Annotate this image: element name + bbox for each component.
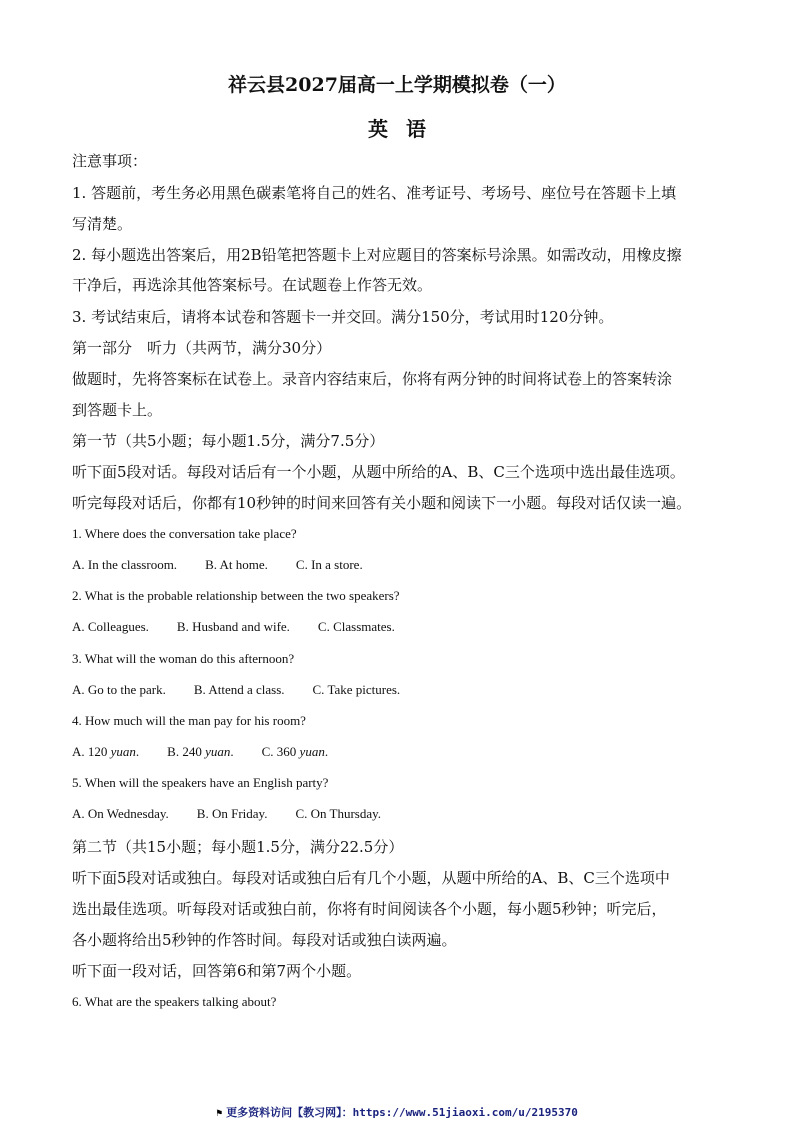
option-b: B. 240 yuan. xyxy=(167,744,234,759)
option-b: B. Husband and wife. xyxy=(176,619,290,634)
section1-heading: 第一节（共5小题；每小题1.5分，满分7.5分） xyxy=(72,432,385,450)
question-3-options xyxy=(72,682,428,698)
subject-title: 英语 xyxy=(368,117,444,141)
question-4: 4. How much will the man pay for his room? xyxy=(72,713,306,728)
notice-item-3: 3. 考试结束后，请将本试卷和答题卡一并交回。满分150分，考试用时120分钟。 xyxy=(72,308,614,326)
exam-title: 祥云县2027届高一上学期模拟卷（一） xyxy=(228,74,566,96)
option-a: A. Go to the park. xyxy=(72,682,166,697)
option-a: A. In the classroom. xyxy=(72,557,178,572)
part1-instr-line-2: 到答题卡上。 xyxy=(72,401,163,419)
question-5-options xyxy=(72,806,409,822)
option-c: C. Classmates. xyxy=(317,619,395,634)
footer-link[interactable] xyxy=(0,1104,794,1120)
dialogue-instruction: 听下面一段对话，回答第6和第7两个小题。 xyxy=(72,962,362,980)
part1-instr-line-1: 做题时，先将答案标在试卷上。录音内容结束后，你将有两分钟的时间将试卷上的答案转涂 xyxy=(72,370,673,388)
section2-instr-line-1: 听下面5段对话或独白。每段对话或独白后有几个小题，从题中所给的A、B、C三个选项中 xyxy=(72,869,670,887)
option-a: A. On Wednesday. xyxy=(72,806,169,821)
notice-item-1-line-1: 1. 答题前，考生务必用黑色碳素笔将自己的姓名、准考证号、考场号、座位号在答题卡上填 xyxy=(72,184,677,202)
section2-instr-line-3: 各小题将给出5秒钟的作答时间。每段对话或独白读两遍。 xyxy=(72,931,457,949)
question-6: 6. What are the speakers talking about? xyxy=(72,994,277,1009)
part1-heading: 第一部分 听力（共两节，满分30分） xyxy=(72,339,332,357)
notice-item-2-line-2: 干净后，再选涂其他答案标号。在试题卷上作答无效。 xyxy=(72,276,433,294)
footer-text: 更多资料访问【教习网】：https://www.51jiaoxi.com/u/2195370 xyxy=(226,1106,578,1119)
notice-item-2-line-1: 2. 每小题选出答案后，用2B铅笔把答题卡上对应题目的答案标号涂黑。如需改动，用橡皮擦 xyxy=(72,246,682,264)
option-b: B. On Friday. xyxy=(196,806,268,821)
option-a: A. 120 yuan. xyxy=(72,744,140,759)
question-5: 5. When will the speakers have an English party? xyxy=(72,775,329,790)
option-c: C. In a store. xyxy=(295,557,363,572)
option-b: B. At home. xyxy=(205,557,268,572)
option-c: C. On Thursday. xyxy=(295,806,382,821)
question-3: 3. What will the woman do this afternoon? xyxy=(72,651,295,666)
question-1: 1. Where does the conversation take place? xyxy=(72,526,297,541)
notice-item-1-line-2: 写清楚。 xyxy=(72,215,133,233)
option-a: A. Colleagues. xyxy=(72,619,149,634)
option-c: C. Take pictures. xyxy=(312,682,401,697)
question-2-options xyxy=(72,619,423,635)
section1-instr-line-1: 听下面5段对话。每段对话后有一个小题，从题中所给的A、B、C三个选项中选出最佳选项。 xyxy=(72,463,685,481)
notice-heading: 注意事项： xyxy=(72,152,148,170)
question-4-options xyxy=(72,744,356,760)
question-1-options xyxy=(72,557,391,573)
flag-icon: ⚑ xyxy=(216,1108,223,1119)
question-2: 2. What is the probable relationship between the two speakers? xyxy=(72,588,400,603)
option-b: B. Attend a class. xyxy=(193,682,285,697)
option-c: C. 360 yuan. xyxy=(261,744,329,759)
section1-instr-line-2: 听完每段对话后，你都有10秒钟的时间来回答有关小题和阅读下一小题。每段对话仅读一遍。 xyxy=(72,494,692,512)
section2-instr-line-2: 选出最佳选项。听每段对话或独白前，你将有时间阅读各个小题，每小题5秒钟；听完后， xyxy=(72,900,667,918)
section2-heading: 第二节（共15小题；每小题1.5分，满分22.5分） xyxy=(72,838,404,856)
